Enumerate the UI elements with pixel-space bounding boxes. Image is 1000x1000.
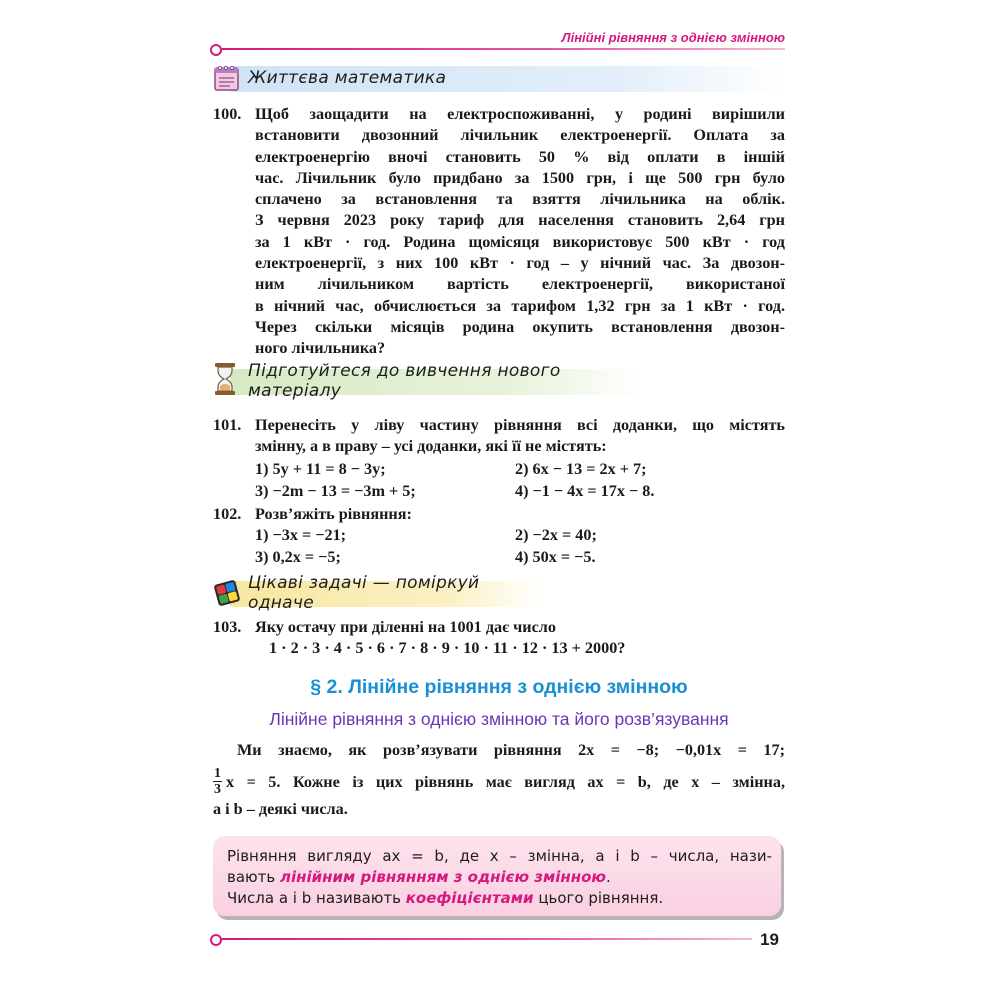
text-line: Розв’яжіть рівняння: (255, 505, 412, 523)
exercise-101-items (255, 458, 785, 502)
list-item: 2) 6x − 13 = 2x + 7; (515, 460, 647, 478)
list-item: 1) −3x = −21; (255, 526, 347, 544)
text-line: за 1 кВт · год. Родина щомісяця використовує 500 кВт · год (255, 232, 785, 251)
text-line: час. Лічильник було придбано за 1500 грн, і ще 500 грн було (255, 168, 785, 187)
definition-fragment: цього рівняння. (533, 889, 664, 907)
section-subtitle: Лінійне рівняння з однією змінною та його розв’язування (269, 709, 729, 729)
text-line: Через скільки місяців родина окупить встановлення двозон- (255, 317, 785, 336)
text-line: змінну, а в праву – усі доданки, які її не містять: (255, 437, 607, 456)
text-line: Ми знаємо, як розв’язувати рівняння 2x = −8; −0,01x = 17; (237, 741, 785, 759)
text-line: a і b – деякі числа. (213, 800, 348, 818)
text-line: електроенергію вночі становить 50 % від оплати в іншій (255, 147, 785, 166)
fraction (213, 766, 222, 797)
definition-fragment: Числа a і b називають (227, 889, 406, 907)
exercise-number: 102. (213, 505, 242, 523)
definition-line (227, 888, 772, 909)
page-number: 19 (760, 930, 779, 949)
list-item: 4) −1 − 4x = 17x − 8. (515, 482, 655, 500)
text-line: ним лічильником вартість електроенергії, використаної (255, 275, 785, 294)
term-coefficients: коефіцієнтами (405, 889, 534, 907)
text-line: Перенесіть у ліву частину рівняння всі доданки, що містять (255, 416, 785, 434)
text-line: електроенергії, з них 100 кВт · год – у нічний час. За двозон- (255, 254, 785, 273)
banner-label: Життєва математика (248, 68, 447, 88)
text-line: встановити двозонний лічильник електроенергії. Оплата за (255, 126, 785, 145)
footer-rule (222, 938, 752, 940)
exercise-101 (213, 415, 785, 458)
intro-paragraph (213, 738, 785, 821)
definition-line: Рівняння вигляду ax = b, де x – змінна, a і b – числа, нази- (227, 847, 772, 865)
list-item: 4) 50x = −5. (515, 548, 596, 566)
fraction-numerator: 1 (214, 766, 221, 781)
exercise-102-items (255, 524, 785, 568)
text-line: ного лічильника? (255, 339, 386, 358)
list-item: 2) −2x = 40; (515, 526, 597, 544)
section-title: § 2. Лінійне рівняння з однією змінною (310, 676, 688, 698)
definition-text (227, 846, 772, 909)
hourglass-icon (212, 362, 240, 396)
rubiks-cube-icon (212, 578, 242, 608)
banner-label: Підготуйтеся до вивчення нового матеріалу (248, 361, 561, 401)
term-linear-equation: лінійним рівнянням з однією змінною (280, 868, 607, 886)
banner-label: Цікаві задачі — поміркуй одначе (248, 573, 480, 613)
header-rule (222, 48, 785, 50)
list-item: 3) −2m − 13 = −3m + 5; (255, 482, 416, 500)
definition-fragment: . (606, 868, 611, 886)
text-line: сплачено за встановлення та взяття лічильника на облік. (255, 190, 785, 209)
product-expression: 1 · 2 · 3 · 4 · 5 · 6 · 7 · 8 · 9 · 10 · 11 · 12 · 13 + 2000? (269, 639, 626, 658)
banner-life-math (212, 63, 785, 93)
text-line: x = 5. Кожне із цих рівнянь має вигляд ax = b, де x – змінна, (226, 772, 785, 791)
exercise-103 (213, 617, 785, 660)
list-item: 3) 0,2x = −5; (255, 548, 341, 566)
text-line: в нічний час, обчислюється за тарифом 1,32 грн за 1 кВт · год. (255, 296, 785, 315)
running-header-title: Лінійні рівняння з однією змінною (561, 30, 785, 45)
footer-rule-dot (210, 934, 222, 946)
exercise-102 (213, 504, 785, 525)
definition-line (227, 867, 772, 888)
definition-box (213, 836, 781, 916)
fraction-denominator: 3 (214, 782, 221, 797)
list-item: 1) 5y + 11 = 8 − 3y; (255, 460, 386, 478)
exercise-number: 100. (213, 105, 242, 123)
banner-prepare (212, 361, 642, 401)
banner-puzzles (212, 573, 542, 613)
text-line: З червня 2023 року тариф для населення становить 2,64 грн (255, 211, 785, 230)
text-line: Щоб заощадити на електроспоживанні, у родині вирішили (255, 105, 785, 123)
exercise-100 (213, 104, 785, 360)
exercise-number: 103. (213, 618, 242, 636)
header-rule-dot (210, 44, 222, 56)
exercise-number: 101. (213, 416, 242, 434)
notepad-icon (212, 63, 242, 93)
definition-fragment: вають (227, 868, 281, 886)
text-line: Яку остачу при діленні на 1001 дає число (255, 618, 556, 636)
